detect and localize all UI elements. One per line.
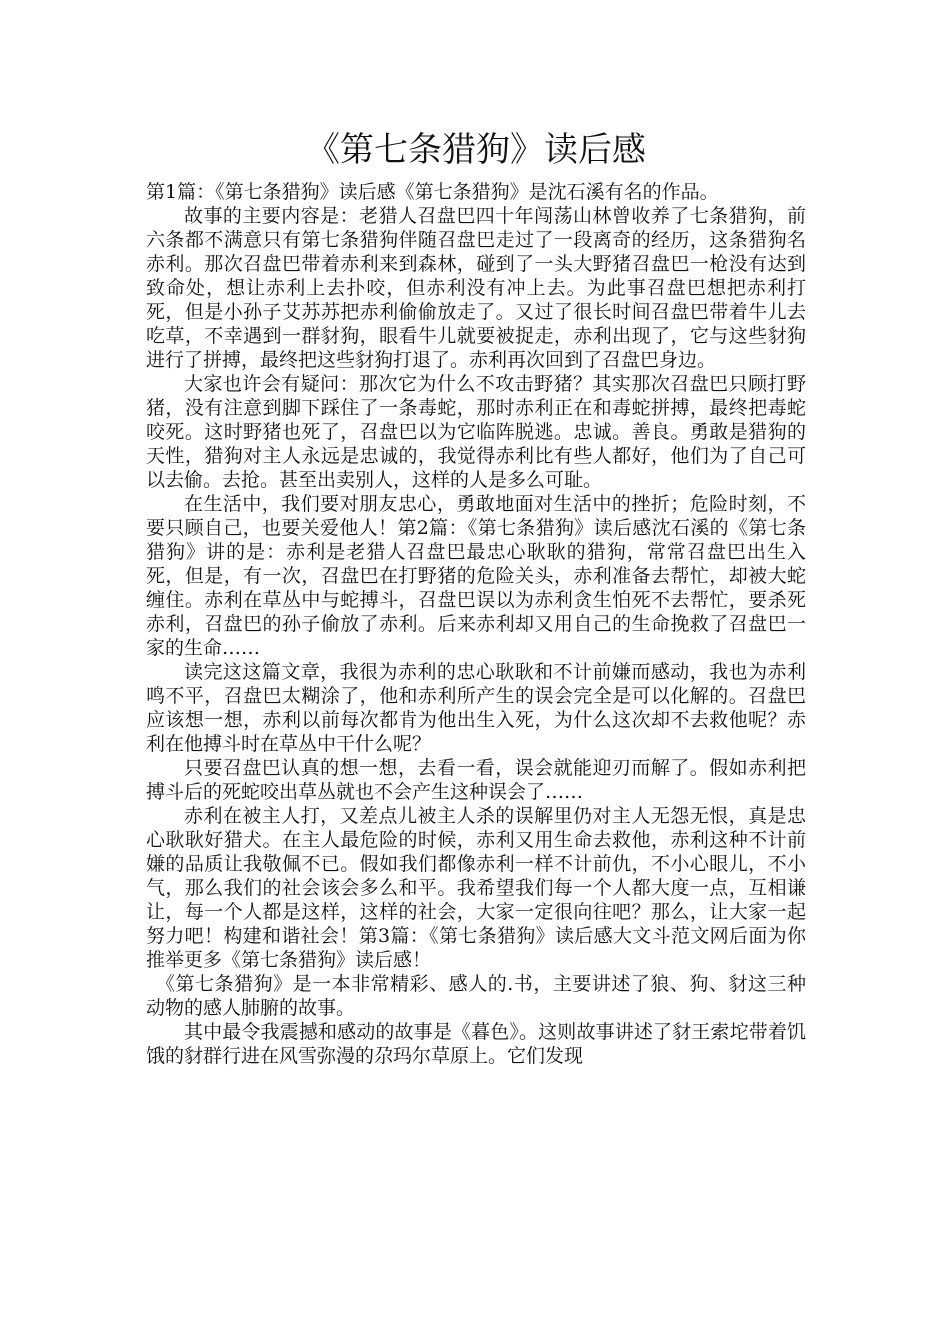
- paragraph-8: 《第七条猎狗》是一本非常精彩、感人的.书，主要讲述了狼、狗、豺这三种动物的感人肺腑的故事。: [146, 973, 806, 1019]
- document-title: 《第七条猎狗》读后感: [306, 130, 646, 170]
- paragraph-1: 第1篇：《第七条猎狗》读后感《第七条猎狗》是沈石溪有名的作品。: [146, 181, 719, 203]
- paragraph-3: 大家也许会有疑问：那次它为什么不攻击野猪？其实那次召盘巴只顾打野猪，没有注意到脚下踩住了一条毒蛇，那时赤利正在和毒蛇拼搏，最终把毒蛇咬死。这时野猪也死了，召盘巴以为它临阵脱逃。忠诚。善良。勇敢是猎狗的天性，猎狗对主人永远是忠诚的，我觉得赤利比有些人都好，他们为了自己可以去偷。去抢。甚至出卖别人，这样的人是多么可耻。: [146, 373, 806, 491]
- paragraph-4: 在生活中，我们要对朋友忠心，勇敢地面对生活中的挫折；危险时刻，不要只顾自己，也要关爱他人！第2篇：《第七条猎狗》读后感沈石溪的《第七条猎狗》讲的是：赤利是老猎人召盘巴最忠心耿耿的猎狗，常常召盘巴出生入死，但是，有一次，召盘巴在打野猪的危险关头，赤利准备去帮忙，却被大蛇缠住。赤利在草丛中与蛇搏斗，召盘巴误以为赤利贪生怕死不去帮忙，要杀死赤利，召盘巴的孙子偷放了赤利。后来赤利却又用自己的生命挽救了召盘巴一家的生命……: [146, 493, 806, 659]
- paragraph-7: 赤利在被主人打，又差点儿被主人杀的误解里仍对主人无怨无恨，真是忠心耿耿好猎犬。在主人最危险的时候，赤利又用生命去救他，赤利这种不计前嫌的品质让我敬佩不已。假如我们都像赤利一样不计前仇，不小心眼儿，不小气，那么我们的社会该会多么和平。我希望我们每一个人都大度一点，互相谦让，每一个人都是这样，这样的社会，大家一定很向往吧？那么，让大家一起努力吧！构建和谐社会！第3篇：《第七条猎狗》读后感大文斗范文网后面为你推举更多《第七条猎狗》读后感！: [146, 805, 806, 971]
- document-page: [146, 128, 806, 1068]
- paragraph-9: 其中最令我震撼和感动的故事是《暮色》。这则故事讲述了豺王索坨带着饥饿的豺群行进在风雪弥漫的尕玛尔草原上。它们发现: [146, 1021, 806, 1067]
- paragraph-5: 读完这这篇文章，我很为赤利的忠心耿耿和不计前嫌而感动，我也为赤利鸣不平，召盘巴太糊涂了，他和赤利所产生的误会完全是可以化解的。召盘巴应该想一想，赤利以前每次都肯为他出生入死，为什么这次却不去救他呢？赤利在他搏斗时在草丛中干什么呢？: [146, 661, 806, 755]
- paragraph-6: 只要召盘巴认真的想一想，去看一看，误会就能迎刃而解了。假如赤利把搏斗后的死蛇咬出草丛就也不会产生这种误会了……: [146, 757, 806, 803]
- paragraph-2: 故事的主要内容是：老猎人召盘巴四十年闯荡山林曾收养了七条猎狗，前六条都不满意只有第七条猎狗伴随召盘巴走过了一段离奇的经历，这条猎狗名赤利。那次召盘巴带着赤利来到森林，碰到了一头大野猪召盘巴一枪没有达到致命处，想让赤利上去扑咬，但赤利没有冲上去。为此事召盘巴想把赤利打死，但是小孙子艾苏苏把赤利偷偷放走了。又过了很长时间召盘巴带着牛儿去吃草，不幸遇到一群豺狗，眼看牛儿就要被捉走，赤利出现了，它与这些豺狗进行了拼搏，最终把这些豺狗打退了。赤利再次回到了召盘巴身边。: [146, 205, 806, 371]
